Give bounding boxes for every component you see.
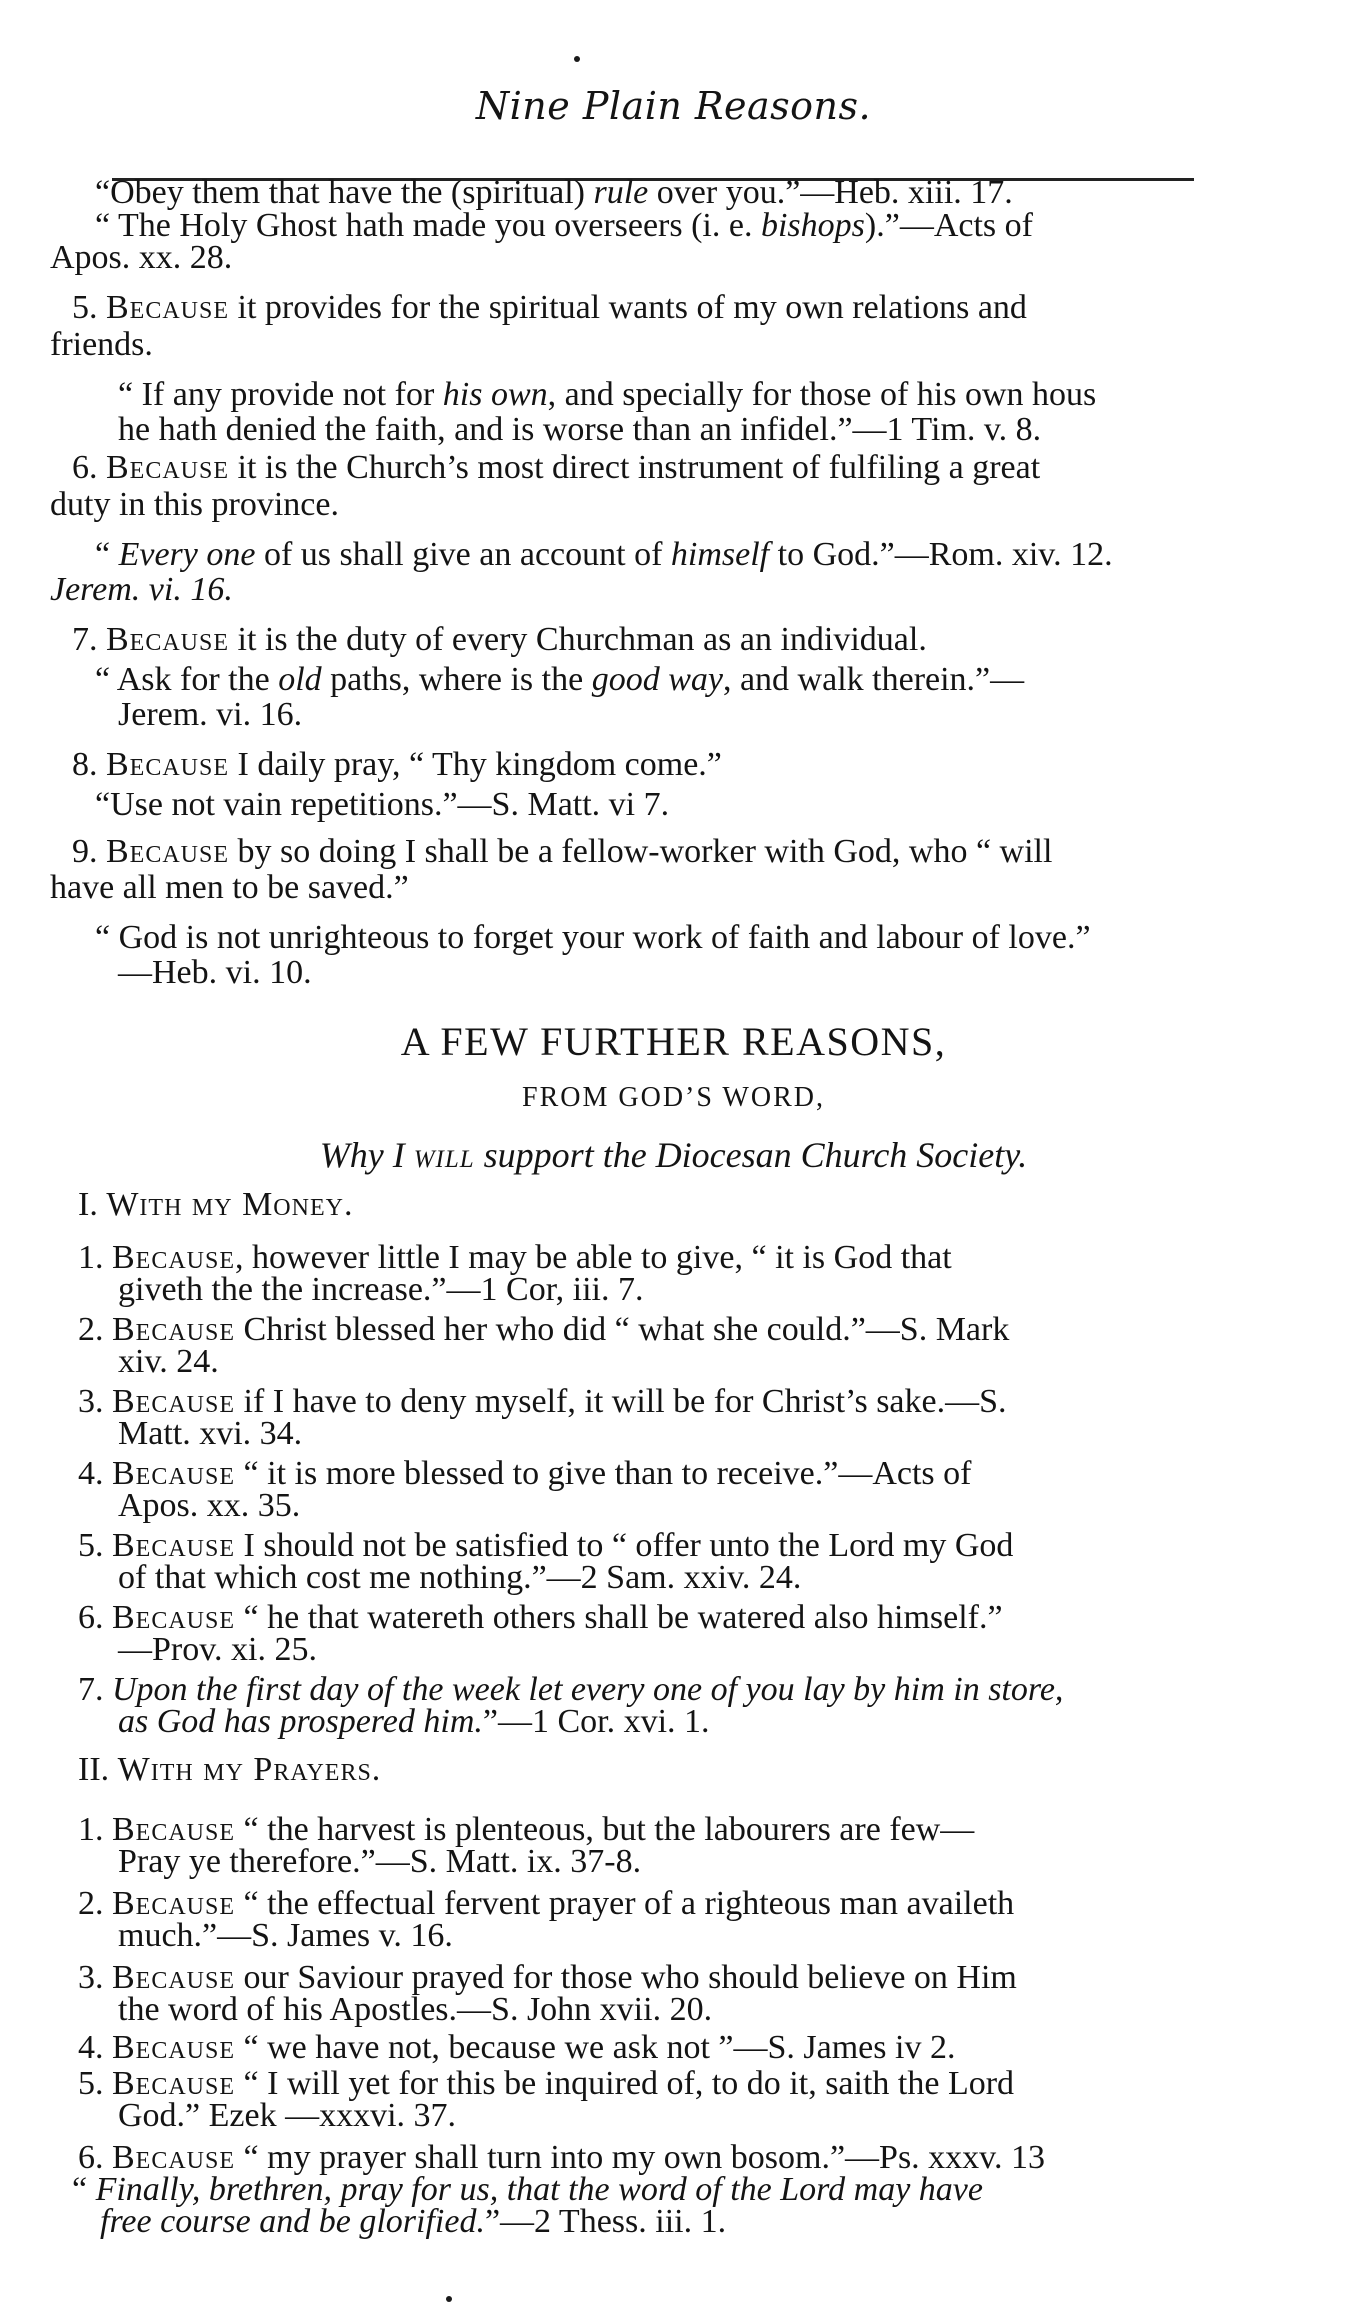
printer-dot-top (574, 56, 580, 62)
text-segment: 9. (72, 833, 106, 870)
text-line (95, 918, 1091, 958)
text-segment: he hath denied the faith, and is worse than an infidel.”—1 Tim. v. 8. (118, 411, 1042, 448)
text-segment: to God.”—Rom. xiv. 12. (769, 536, 1113, 573)
text-line (50, 868, 409, 908)
text-segment: support the Diocesan Church Society. (474, 1135, 1028, 1175)
text-segment: Because (106, 449, 230, 486)
text-line (72, 448, 1040, 488)
text-segment: 4. (78, 2029, 112, 2066)
text-segment: Finally, brethren, pray for us, that the word of the Lord may have (95, 2171, 983, 2208)
text-segment: 5. (78, 2065, 112, 2102)
text-segment: “ he that watereth others shall be watered also himself.” (235, 1599, 1003, 1636)
text-segment: I. (78, 1186, 107, 1223)
text-segment: “ God is not unrighteous to forget your work of faith and labour of love.” (95, 919, 1091, 956)
text-segment: 6. (78, 1599, 112, 1636)
text-segment: 3. (78, 1959, 112, 1996)
text-segment: Because (106, 621, 230, 658)
text-segment: Jerem. vi. 16. (118, 696, 303, 733)
text-segment: much.”—S. James v. 16. (118, 1917, 453, 1954)
text-segment: Because (112, 2065, 236, 2102)
text-segment: of that which cost me nothing.”—2 Sam. xxiv. 24. (118, 1559, 802, 1596)
text-segment: “ The Holy Ghost hath made you overseers (i. e. (95, 207, 761, 244)
text-segment: it is the Church’s most direct instrument of fulfiling a great (229, 449, 1041, 486)
text-segment: 2. (78, 1311, 112, 1348)
text-segment: “ I will yet for this be inquired of, to do it, saith the Lord (235, 2065, 1015, 2102)
text-segment: Because (112, 1811, 236, 1848)
text-line (78, 2028, 955, 2068)
text-segment: Because (106, 289, 230, 326)
text-segment: With my Money. (106, 1186, 354, 1223)
text-segment: Every one (118, 536, 256, 573)
text-segment: —Heb. vi. 10. (118, 954, 312, 991)
section-heading (0, 1019, 1347, 1064)
text-segment: rule (593, 174, 649, 211)
text-segment: II. (78, 1751, 118, 1788)
text-line (118, 1558, 801, 1598)
text-line (50, 570, 233, 610)
text-segment: xiv. 24. (118, 1343, 219, 1380)
text-segment: “ my prayer shall turn into my own bosom.”—Ps. xxxv. 13 (235, 2139, 1045, 2176)
text-segment: 1. (78, 1239, 112, 1276)
text-segment: “ (72, 2171, 96, 2208)
text-line (95, 660, 1024, 700)
text-segment: 6. (78, 2139, 112, 2176)
text-segment: I should not be satisfied to “ offer unto the Lord my God (235, 1527, 1014, 1564)
text-segment: 1. (78, 1811, 112, 1848)
text-segment: his own (442, 376, 548, 413)
text-segment: Because (112, 1311, 236, 1348)
text-line (118, 953, 312, 993)
text-segment: “ it is more blessed to give than to receive.”—Acts of (235, 1455, 972, 1492)
text-segment: 5. (78, 1527, 112, 1564)
printer-dot-bottom (446, 2296, 452, 2302)
text-segment: good way (591, 661, 723, 698)
text-line (78, 1185, 353, 1225)
text-segment: over you.”—Heb. xiii. 17. (648, 174, 1013, 211)
text-segment: A FEW FURTHER REASONS, (400, 1019, 947, 1064)
text-segment: 5. (72, 289, 106, 326)
text-segment: duty in this province. (50, 486, 339, 523)
text-line (118, 1990, 712, 2030)
text-segment: Why I (319, 1135, 414, 1175)
text-segment: paths, where is the (321, 661, 592, 698)
text-line (72, 288, 1027, 328)
text-segment: by so doing I shall be a fellow-worker with God, who “ will (229, 833, 1053, 870)
text-segment: Jerem. vi. 16. (50, 571, 233, 608)
text-segment: 3. (78, 1383, 112, 1420)
text-line (118, 2096, 456, 2136)
text-line (72, 745, 722, 785)
text-segment: bishops (760, 207, 865, 244)
text-line (118, 1486, 300, 1526)
text-segment: Because (112, 1959, 236, 1996)
text-segment: of us shall give an account of (255, 536, 671, 573)
text-segment: ).”—Acts of (864, 207, 1033, 244)
text-line (118, 1414, 302, 1454)
text-line (118, 1842, 641, 1882)
text-segment: the word of his Apostles.—S. John xvii. 20. (118, 1991, 713, 2028)
text-segment: Because (106, 746, 230, 783)
text-line (118, 375, 1096, 415)
text-segment: , and walk therein.”— (722, 661, 1025, 698)
text-line (118, 1270, 644, 1310)
text-segment: —Prov. xi. 25. (118, 1631, 317, 1668)
text-line (95, 785, 669, 825)
text-line (50, 325, 153, 365)
text-segment: free course and be glorified. (100, 2203, 485, 2240)
text-segment: Because (112, 2139, 236, 2176)
text-segment: Because (112, 1455, 236, 1492)
text-segment: “Use not vain repetitions.”—S. Matt. vi 7. (95, 786, 670, 823)
text-segment: friends. (50, 326, 153, 363)
text-segment: 7. (78, 1671, 112, 1708)
text-segment: old (278, 661, 322, 698)
text-segment: Because (112, 1599, 236, 1636)
text-segment: Apos. xx. 35. (118, 1487, 301, 1524)
text-line (95, 535, 1113, 575)
text-segment: Because (112, 1383, 236, 1420)
text-segment: ”—1 Cor. xvi. 1. (482, 1703, 710, 1740)
section-heading (0, 1078, 1347, 1118)
text-segment: Because (112, 1239, 236, 1276)
text-segment: Because (112, 1885, 236, 1922)
text-segment: giveth the the increase.”—1 Cor, iii. 7. (118, 1271, 644, 1308)
text-segment: , however little I may be able to give, “ it is God that (235, 1239, 952, 1276)
text-line (118, 1702, 710, 1742)
text-segment: our Saviour prayed for those who should believe on Him (235, 1959, 1017, 1996)
text-segment: have all men to be saved.” (50, 869, 409, 906)
text-line (72, 620, 927, 660)
text-segment: “ Ask for the (95, 661, 279, 698)
text-segment: , and specially for those of his own hous (547, 376, 1097, 413)
text-segment: “ the harvest is plenteous, but the labourers are few— (235, 1811, 975, 1848)
text-segment: 2. (78, 1885, 112, 1922)
text-line (118, 1630, 317, 1670)
text-line (78, 1750, 381, 1790)
text-segment: 6. (72, 449, 106, 486)
text-segment: With my Prayers. (117, 1751, 382, 1788)
text-segment: if I have to deny myself, it will be for Christ’s sake.—S. (235, 1383, 1007, 1420)
running-head: Nine Plain Reasons. (475, 84, 872, 128)
text-segment: as God has prospered him. (118, 1703, 483, 1740)
text-line (118, 1916, 453, 1956)
text-segment: will (413, 1135, 475, 1175)
text-segment: FROM GOD’S WORD, (522, 1082, 825, 1113)
text-segment: Upon the first day of the week let every one of you lay by him in store, (112, 1671, 1064, 1708)
text-segment: “Obey them that have the (spiritual) (95, 174, 594, 211)
text-line (118, 695, 302, 735)
text-segment: Matt. xvi. 34. (118, 1415, 303, 1452)
text-segment: Apos. xx. 28. (50, 239, 233, 276)
text-segment: 7. (72, 621, 106, 658)
text-segment: Because (112, 2029, 236, 2066)
text-segment: 8. (72, 746, 106, 783)
text-segment: 4. (78, 1455, 112, 1492)
text-line (118, 410, 1041, 450)
section-heading (0, 1135, 1347, 1175)
text-segment: Because (112, 1527, 236, 1564)
text-segment: Pray ye therefore.”—S. Matt. ix. 37-8. (118, 1843, 642, 1880)
text-segment: Because (106, 833, 230, 870)
text-segment: Christ blessed her who did “ what she could.”—S. Mark (235, 1311, 1010, 1348)
text-segment: himself (670, 536, 770, 573)
text-line (100, 2202, 726, 2242)
text-line (72, 832, 1052, 872)
text-segment: “ (95, 536, 119, 573)
text-line (118, 1342, 219, 1382)
text-segment: ”—2 Thess. iii. 1. (484, 2203, 727, 2240)
text-segment: it provides for the spiritual wants of my own relations and (229, 289, 1027, 326)
text-segment: God.” Ezek —xxxvi. 37. (118, 2097, 457, 2134)
text-segment: “ we have not, because we ask not ”—S. James iv 2. (235, 2029, 956, 2066)
text-segment: “ the effectual fervent prayer of a righteous man availeth (235, 1885, 1015, 1922)
text-line (50, 485, 339, 525)
text-line (50, 238, 232, 278)
text-segment: it is the duty of every Churchman as an individual. (229, 621, 927, 658)
text-line (95, 206, 1033, 246)
text-segment: I daily pray, “ Thy kingdom come.” (229, 746, 722, 783)
text-segment: “ If any provide not for (118, 376, 443, 413)
